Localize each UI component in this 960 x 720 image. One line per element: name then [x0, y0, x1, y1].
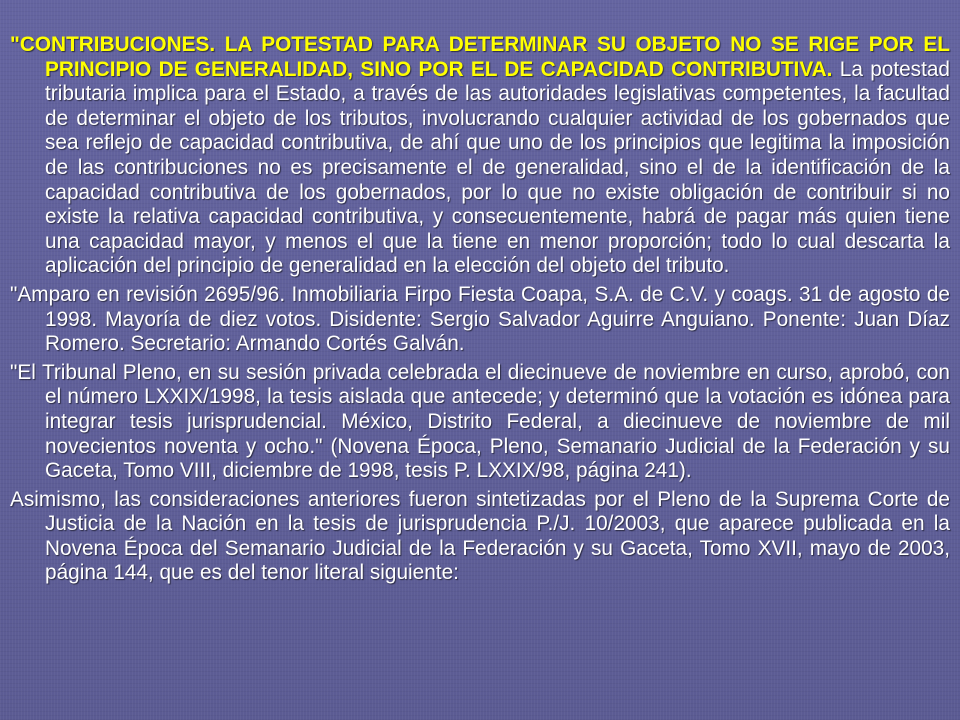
tribunal-pleno-paragraph: "El Tribunal Pleno, en su sesión privada celebrada el diecinueve de noviembre en curso, aprobó, con el número LXXIX/1998, la tesis aislada que antecede; y determinó que la votación es idónea para integrar tesis jurisprudencial. México, Distrito Federal, a diecinueve de noviembre de mil novecientos noventa y ocho." (Novena Época, Pleno, Semanario Judicial de la Federación y su Gaceta, Tomo VIII, diciembre de 1998, tesis P. LXXIX/98, página 241).: [10, 360, 950, 483]
slide-text-body: [10, 33, 950, 586]
amparo-citation-paragraph: "Amparo en revisión 2695/96. Inmobiliaria Firpo Fiesta Coapa, S.A. de C.V. y coags. 31 de agosto de 1998. Mayoría de diez votos. Disidente: Sergio Salvador Aguirre Anguiano. Ponente: Juan Díaz Romero. Secretario: Armando Cortés Galván.: [10, 282, 950, 356]
thesis-body: La potestad tributaria implica para el Estado, a través de las autoridades legislativas competentes, la facultad de determinar el objeto de los tributos, involucrando cualquier actividad de los gobernados que sea reflejo de capacidad contributiva, de ahí que uno de los principios que legitima la imposición de las contribuciones no es precisamente el de generalidad, sino el de la identificación de la capacidad contributiva de los gobernados, por lo que no existe obligación de contribuir si no existe la relativa capacidad contributiva, y consecuentemente, habrá de pagar más quien tiene una capacidad mayor, y menos el que la tiene en menor proporción; todo lo cual descarta la aplicación del principio de generalidad en la elección del objeto del tributo.: [45, 57, 950, 278]
thesis-paragraph: [10, 33, 950, 279]
thesis-heading: "CONTRIBUCIONES. LA POTESTAD PARA DETERMINAR SU OBJETO NO SE RIGE POR EL PRINCIPIO DE GENERALIDAD, SINO POR EL DE CAPACIDAD CONTRIBUTIVA.: [10, 33, 950, 81]
jurisprudence-intro-paragraph: Asimismo, las consideraciones anteriores fueron sintetizadas por el Pleno de la Suprema Corte de Justicia de la Nación en la tesis de jurisprudencia P./J. 10/2003, que aparece publicada en la Novena Época del Semanario Judicial de la Federación y su Gaceta, Tomo XVII, mayo de 2003, página 144, que es del tenor literal siguiente:: [10, 487, 950, 585]
